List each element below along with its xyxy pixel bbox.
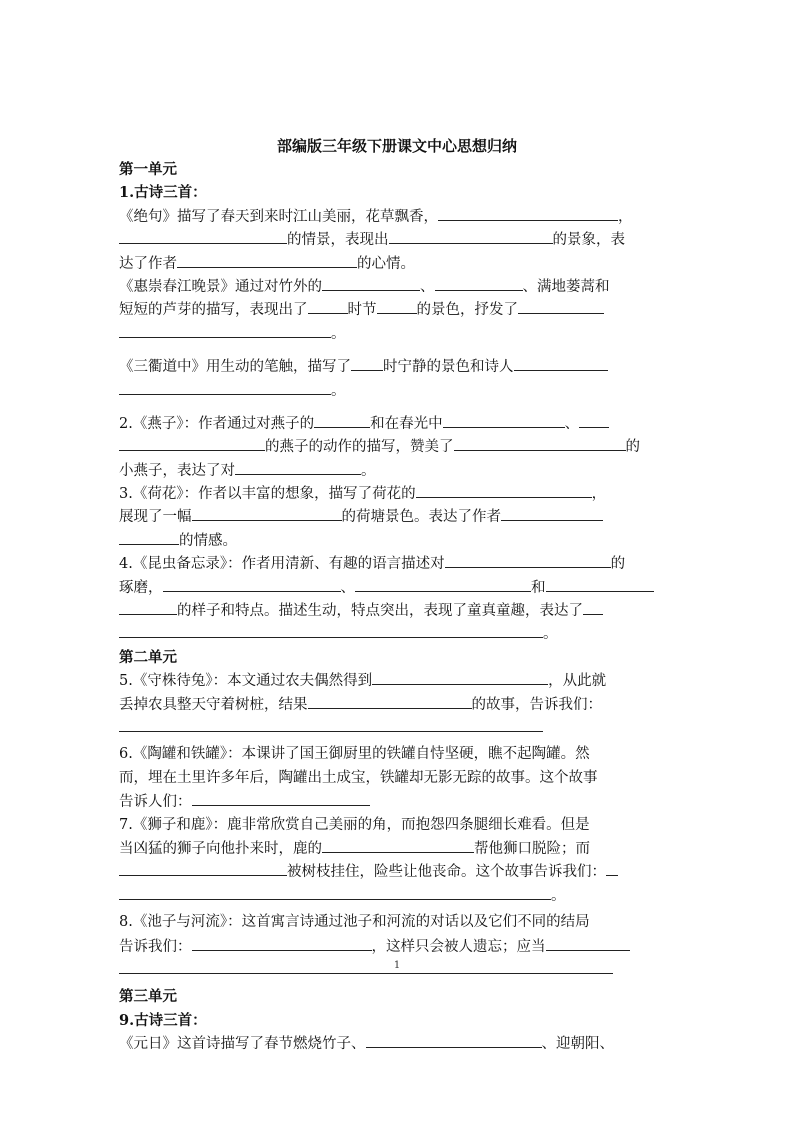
shouzhu-line-3 [119, 716, 675, 739]
sanqu-line-1: 《三衢道中》用生动的笔触，描写了 时宁静的景色和诗人 [119, 355, 675, 378]
answer-blank[interactable] [579, 412, 609, 428]
kunchong-line-1: 4.《昆虫备忘录》：作者用清新、有趣的语言描述对 的 [119, 552, 675, 575]
answer-blank[interactable] [583, 599, 603, 615]
answer-blank[interactable] [366, 1032, 542, 1048]
answer-blank[interactable] [119, 860, 287, 876]
answer-blank[interactable] [454, 435, 626, 451]
answer-blank[interactable] [322, 275, 420, 291]
answer-blank[interactable] [119, 884, 551, 900]
page-number: 1 [393, 960, 401, 971]
answer-blank[interactable] [546, 935, 630, 951]
answer-blank[interactable] [372, 669, 548, 685]
answer-blank[interactable] [177, 252, 357, 268]
chizi-line-2: 告诉我们： ，这样只会被人遗忘；应当 [119, 935, 675, 958]
hehua-line-2: 展现了一幅 的荷塘景色。表达了作者 [119, 505, 675, 528]
answer-blank[interactable] [192, 790, 370, 806]
shizi-line-1: 7.《狮子和鹿》：鹿非常欣赏自己美丽的角，而抱怨四条腿细长难看。但是 [119, 816, 590, 833]
answer-blank[interactable] [501, 505, 603, 521]
unit-heading: 第三单元 [119, 988, 177, 1006]
answer-blank[interactable] [438, 205, 618, 221]
answer-blank[interactable] [163, 576, 341, 592]
answer-blank[interactable] [119, 379, 331, 395]
answer-blank[interactable] [322, 837, 474, 853]
answer-blank[interactable] [546, 576, 654, 592]
kunchong-line-4: 。 [119, 622, 675, 645]
kunchong-line-2: 琢磨， 、 和 [119, 576, 675, 599]
answer-blank[interactable] [308, 693, 472, 709]
answer-blank[interactable] [435, 275, 523, 291]
answer-blank[interactable] [308, 298, 348, 314]
answer-blank[interactable] [192, 505, 342, 521]
jueju-line-1: 《绝句》描写了春天到来时江山美丽，花草飘香， ， [119, 205, 675, 228]
huichong-line-3: 。 [119, 322, 675, 345]
huichong-line-2: 短短的芦芽的描写，表现出了 时节 的景色，抒发了 [119, 298, 675, 321]
taoguan-line-2: 而，埋在土里许多年后，陶罐出土成宝，铁罐却无影无踪的故事。这个故事 [119, 769, 598, 786]
answer-blank[interactable] [518, 298, 604, 314]
answer-blank[interactable] [235, 459, 361, 475]
answer-blank[interactable] [377, 298, 417, 314]
answer-blank[interactable] [355, 576, 531, 592]
answer-blank[interactable] [119, 599, 177, 615]
worksheet-body [119, 134, 675, 1055]
answer-blank[interactable] [119, 322, 331, 338]
unit-heading: 第一单元 [119, 161, 177, 178]
answer-blank[interactable] [119, 622, 543, 638]
yanzi-line-3: 小燕子，表达了对 。 [119, 459, 675, 482]
answer-blank[interactable] [443, 412, 565, 428]
taoguan-line-1: 6.《陶罐和铁罐》：本课讲了国王御厨里的铁罐自恃坚硬，瞧不起陶罐。然 [119, 746, 590, 763]
jueju-line-2: 的情景，表现出 的景象，表 [119, 228, 675, 251]
answer-blank[interactable] [119, 716, 543, 732]
answer-blank[interactable] [416, 482, 592, 498]
shouzhu-line-2: 丢掉农具整天守着树桩，结果 的故事，告诉我们： [119, 693, 675, 716]
hehua-line-3: 的情感。 [119, 529, 675, 552]
yanzi-line-2: 的燕子的动作的描写，赞美了 的 [119, 435, 675, 458]
answer-blank[interactable] [445, 552, 611, 568]
answer-blank[interactable] [119, 435, 265, 451]
answer-blank[interactable] [606, 860, 618, 876]
page-title: 部编版三年级下册课文中心思想归纳 [276, 137, 517, 155]
huichong-line-1: 《惠崇春江晚景》通过对竹外的 、 、满地蒌蒿和 [119, 275, 675, 298]
hehua-line-1: 3.《荷花》：作者以丰富的想象，描写了荷花的 ， [119, 482, 675, 505]
answer-blank[interactable] [119, 228, 287, 244]
chizi-line-1: 8.《池子与河流》：这首寓言诗通过池子和河流的对话以及它们不同的结局 [119, 914, 590, 931]
answer-blank[interactable] [514, 355, 608, 371]
answer-blank[interactable] [119, 529, 179, 545]
question-heading: 1.古诗三首： [119, 184, 207, 202]
shizi-line-3: 被树枝挂住，险些让他丧命。这个故事告诉我们： [119, 860, 675, 883]
answer-blank[interactable] [389, 228, 553, 244]
shouzhu-line-1: 5.《守株待兔》：本文通过农夫偶然得到 ，从此就 [119, 669, 675, 692]
answer-blank[interactable] [192, 935, 372, 951]
question-heading: 9.古诗三首： [119, 1011, 207, 1029]
kunchong-line-3: 的样子和特点。描述生动，特点突出，表现了童真童趣，表达了 [119, 599, 675, 622]
taoguan-line-3: 告诉人们： [119, 790, 675, 813]
jueju-line-3: 达了作者 的心情。 [119, 252, 675, 275]
shizi-line-4: 。 [119, 884, 675, 907]
answer-blank[interactable] [314, 412, 370, 428]
answer-blank[interactable] [351, 355, 383, 371]
sanqu-line-2: 。 [119, 379, 675, 402]
unit-heading: 第二单元 [119, 648, 177, 666]
yanzi-line-1: 2.《燕子》：作者通过对燕子的 和在春光中 、 [119, 412, 675, 435]
shizi-line-2: 当凶猛的狮子向他扑来时，鹿的 帮他狮口脱险；而 [119, 837, 675, 860]
yuanri-line-1: 《元日》这首诗描写了春节燃烧竹子、 、迎朝阳、 [119, 1032, 675, 1055]
